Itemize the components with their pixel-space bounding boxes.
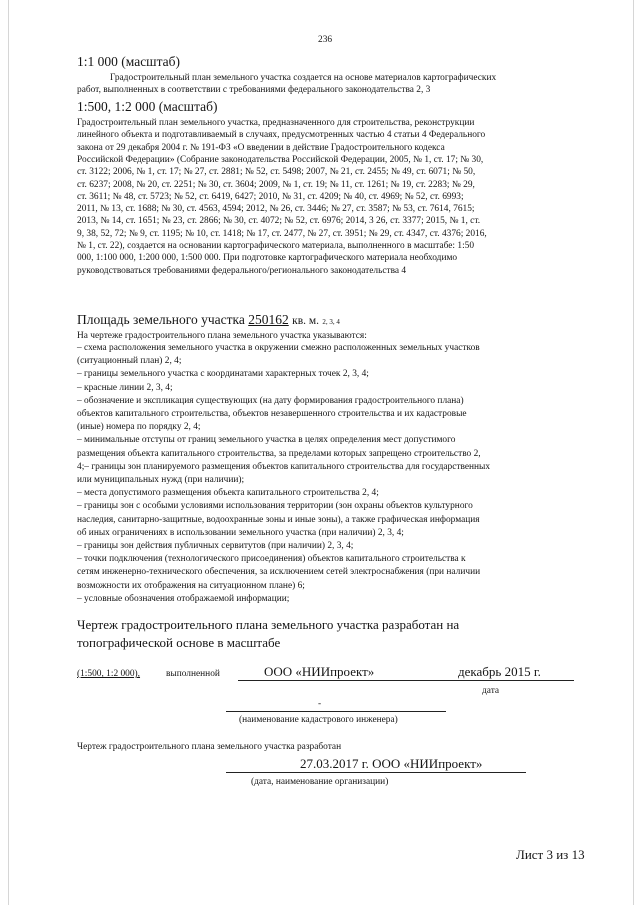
section1-line: работ, выполненных в соответствии с требованиями федерального законодательства 2, 3 (77, 85, 431, 95)
developed-label: Чертеж градостроительного плана земельного участка разработан (77, 742, 342, 752)
requirement-line: (иные) номера по порядку 2, 4; (77, 422, 201, 433)
section2-line: 2013, № 14, ст. 1651; № 23, ст. 2866; № 30, ст. 4072; № 52, ст. 6976; 2014, 3 26, ст. 3377; 2015, № 1, ст. (77, 216, 481, 227)
drawing-date: декабрь 2015 г. (458, 664, 541, 679)
section2-line: Градостроительный план земельного участка, предназначенного для строительства, реконструкции (77, 118, 475, 128)
section2-line: ст. 3611; № 48, ст. 5723; № 52, ст. 6419, 6427; 2010, № 31, ст. 4209; № 40, ст. 4969; № 52, ст. 6993; (77, 191, 464, 202)
drawing-scale: (1:500, 1:2 000), (77, 669, 141, 679)
section2-heading: 1:500, 1:2 000 (масштаб) (77, 99, 218, 114)
drawing-date-caption: дата (482, 686, 500, 696)
requirement-line: – границы зон с особыми условиями использования территории (зон охраны объектов культурного (77, 501, 473, 512)
drawing-org-underline (238, 680, 574, 681)
scan-left-edge (8, 0, 9, 905)
section2-line: № 1, ст. 22), создается на основании картографического материала, выполненного в масштабе: 1:50 (77, 241, 475, 251)
section2-line: закона от 29 декабря 2004 г. № 191-ФЗ «О введении в действие Градостроительного кодекса (77, 142, 445, 153)
requirement-line: 4;– границы зон планируемого размещения объектов капитального строительства для государственных (77, 461, 491, 472)
requirement-line: – обозначение и экспликация существующих (на дату формирования градостроительного плана) (77, 395, 464, 406)
scan-right-edge (633, 0, 634, 905)
drawing-org: ООО «НИИпроект» (264, 664, 375, 679)
area-line (77, 312, 340, 328)
section2-line: Российской Федерации» (Собрание законодательства Российской Федерации, 2005, № 1, ст. 17; № 30, (77, 154, 484, 165)
area-ref: 2, 3, 4 (322, 318, 340, 326)
section2-line: линейного объекта и подготавливаемый в случаях, предусмотренных частью 4 статьи 4 Федерального (77, 130, 486, 141)
requirement-line: – точки подключения (технологического присоединения) объектов капитального строительства к (77, 554, 466, 565)
section2-line: руководствоваться требованиями федерального/регионального законодательства 4 (77, 265, 407, 276)
sheet-number: Лист 3 из 13 (516, 847, 585, 862)
section2-line: ст. 6237; 2008, № 20, ст. 2251; № 30, ст. 3604; 2009, № 1, ст. 19; № 11, ст. 1261; № 19, ст. 2283; № 29, (77, 179, 475, 190)
developed-caption: (дата, наименование организации) (251, 777, 389, 787)
requirement-line: наследия, санитарно-защитные, водоохранные зоны и иные зоны), а также графическая информация (77, 514, 480, 525)
developed-underline (226, 772, 526, 773)
page-number: 236 (318, 35, 333, 45)
section2-line: 000, 1:100 000, 1:200 000, 1:500 000. При подготовке картографического материала необходимо (77, 253, 458, 264)
developed-value: 27.03.2017 г. ООО «НИИпроект» (300, 756, 483, 771)
section1-line: Градостроительный план земельного участка создается на основе материалов картографических (110, 73, 497, 83)
drawing-heading-line1: Чертеж градостроительного плана земельного участка разработан на (77, 617, 460, 632)
engineer-underline (226, 711, 446, 712)
requirement-line: размещения объекта капитального строительства, за пределами которых запрещено строительство 2, (77, 448, 481, 459)
requirement-line: возможности их отображения на ситуационном плане) 6; (77, 580, 305, 591)
requirement-line: или муниципальных нужд (при наличии); (77, 475, 245, 485)
area-label: Площадь земельного участка (77, 312, 245, 327)
requirement-line: – минимальные отступы от границ земельного участка в целях определения мест допустимого (77, 435, 456, 446)
requirement-line: сетям инженерно-технического обеспечения, за исключением сетей электроснабжения (при наличии (77, 567, 481, 578)
requirement-line: – границы зон действия публичных сервитутов (при наличии) 2, 3, 4; (77, 541, 354, 551)
section2-line: 2011, № 13, ст. 1688; № 30, ст. 4563, 4594; 2012, № 26, ст. 3446; № 27, ст. 3587; № 53, ст. 7614, 7615; (77, 204, 475, 215)
engineer-caption: (наименование кадастрового инженера) (239, 715, 398, 725)
requirement-line: объектов капитального строительства, объектов незавершенного строительства и их кадастровые (77, 409, 467, 419)
requirement-line: об иных ограничениях в использовании земельного участка (при наличии) 2, 3, 4; (77, 527, 404, 538)
section2-line: 9, 38, 52, 72; № 9, ст. 1195; № 10, ст. 1418; № 17, ст. 2477, № 27, ст. 3951; № 29, ст. 4347, ст. 4376; 2016, (77, 228, 487, 239)
requirement-line: – условные обозначения отображаемой информации; (77, 593, 290, 604)
section1-heading: 1:1 000 (масштаб) (77, 54, 180, 69)
requirement-line: – схема расположения земельного участка в окружении смежно расположенных земельных участков (77, 343, 480, 353)
drawing-heading-line2: топографической основе в масштабе (77, 635, 281, 650)
requirement-line: (ситуационный план) 2, 4; (77, 356, 182, 367)
requirement-line: – места допустимого размещения объекта капитального строительства 2, 4; (77, 488, 379, 499)
area-value: 250162 (248, 312, 289, 327)
requirements-intro: На чертеже градостроительного плана земельного участка указываются: (77, 331, 367, 341)
requirement-line: – красные линии 2, 3, 4; (77, 382, 173, 393)
area-unit: кв. м. (292, 315, 320, 327)
engineer-value: - (318, 699, 322, 709)
section2-line: ст. 3122; 2006, № 1, ст. 17; № 27, ст. 2881; № 52, ст. 5498; 2007, № 21, ст. 2455; № 49, ст. 6071; № 50, (77, 167, 476, 178)
requirement-line: – границы земельного участка с координатами характерных точек 2, 3, 4; (77, 369, 369, 380)
drawing-performed: выполненной (166, 669, 220, 679)
